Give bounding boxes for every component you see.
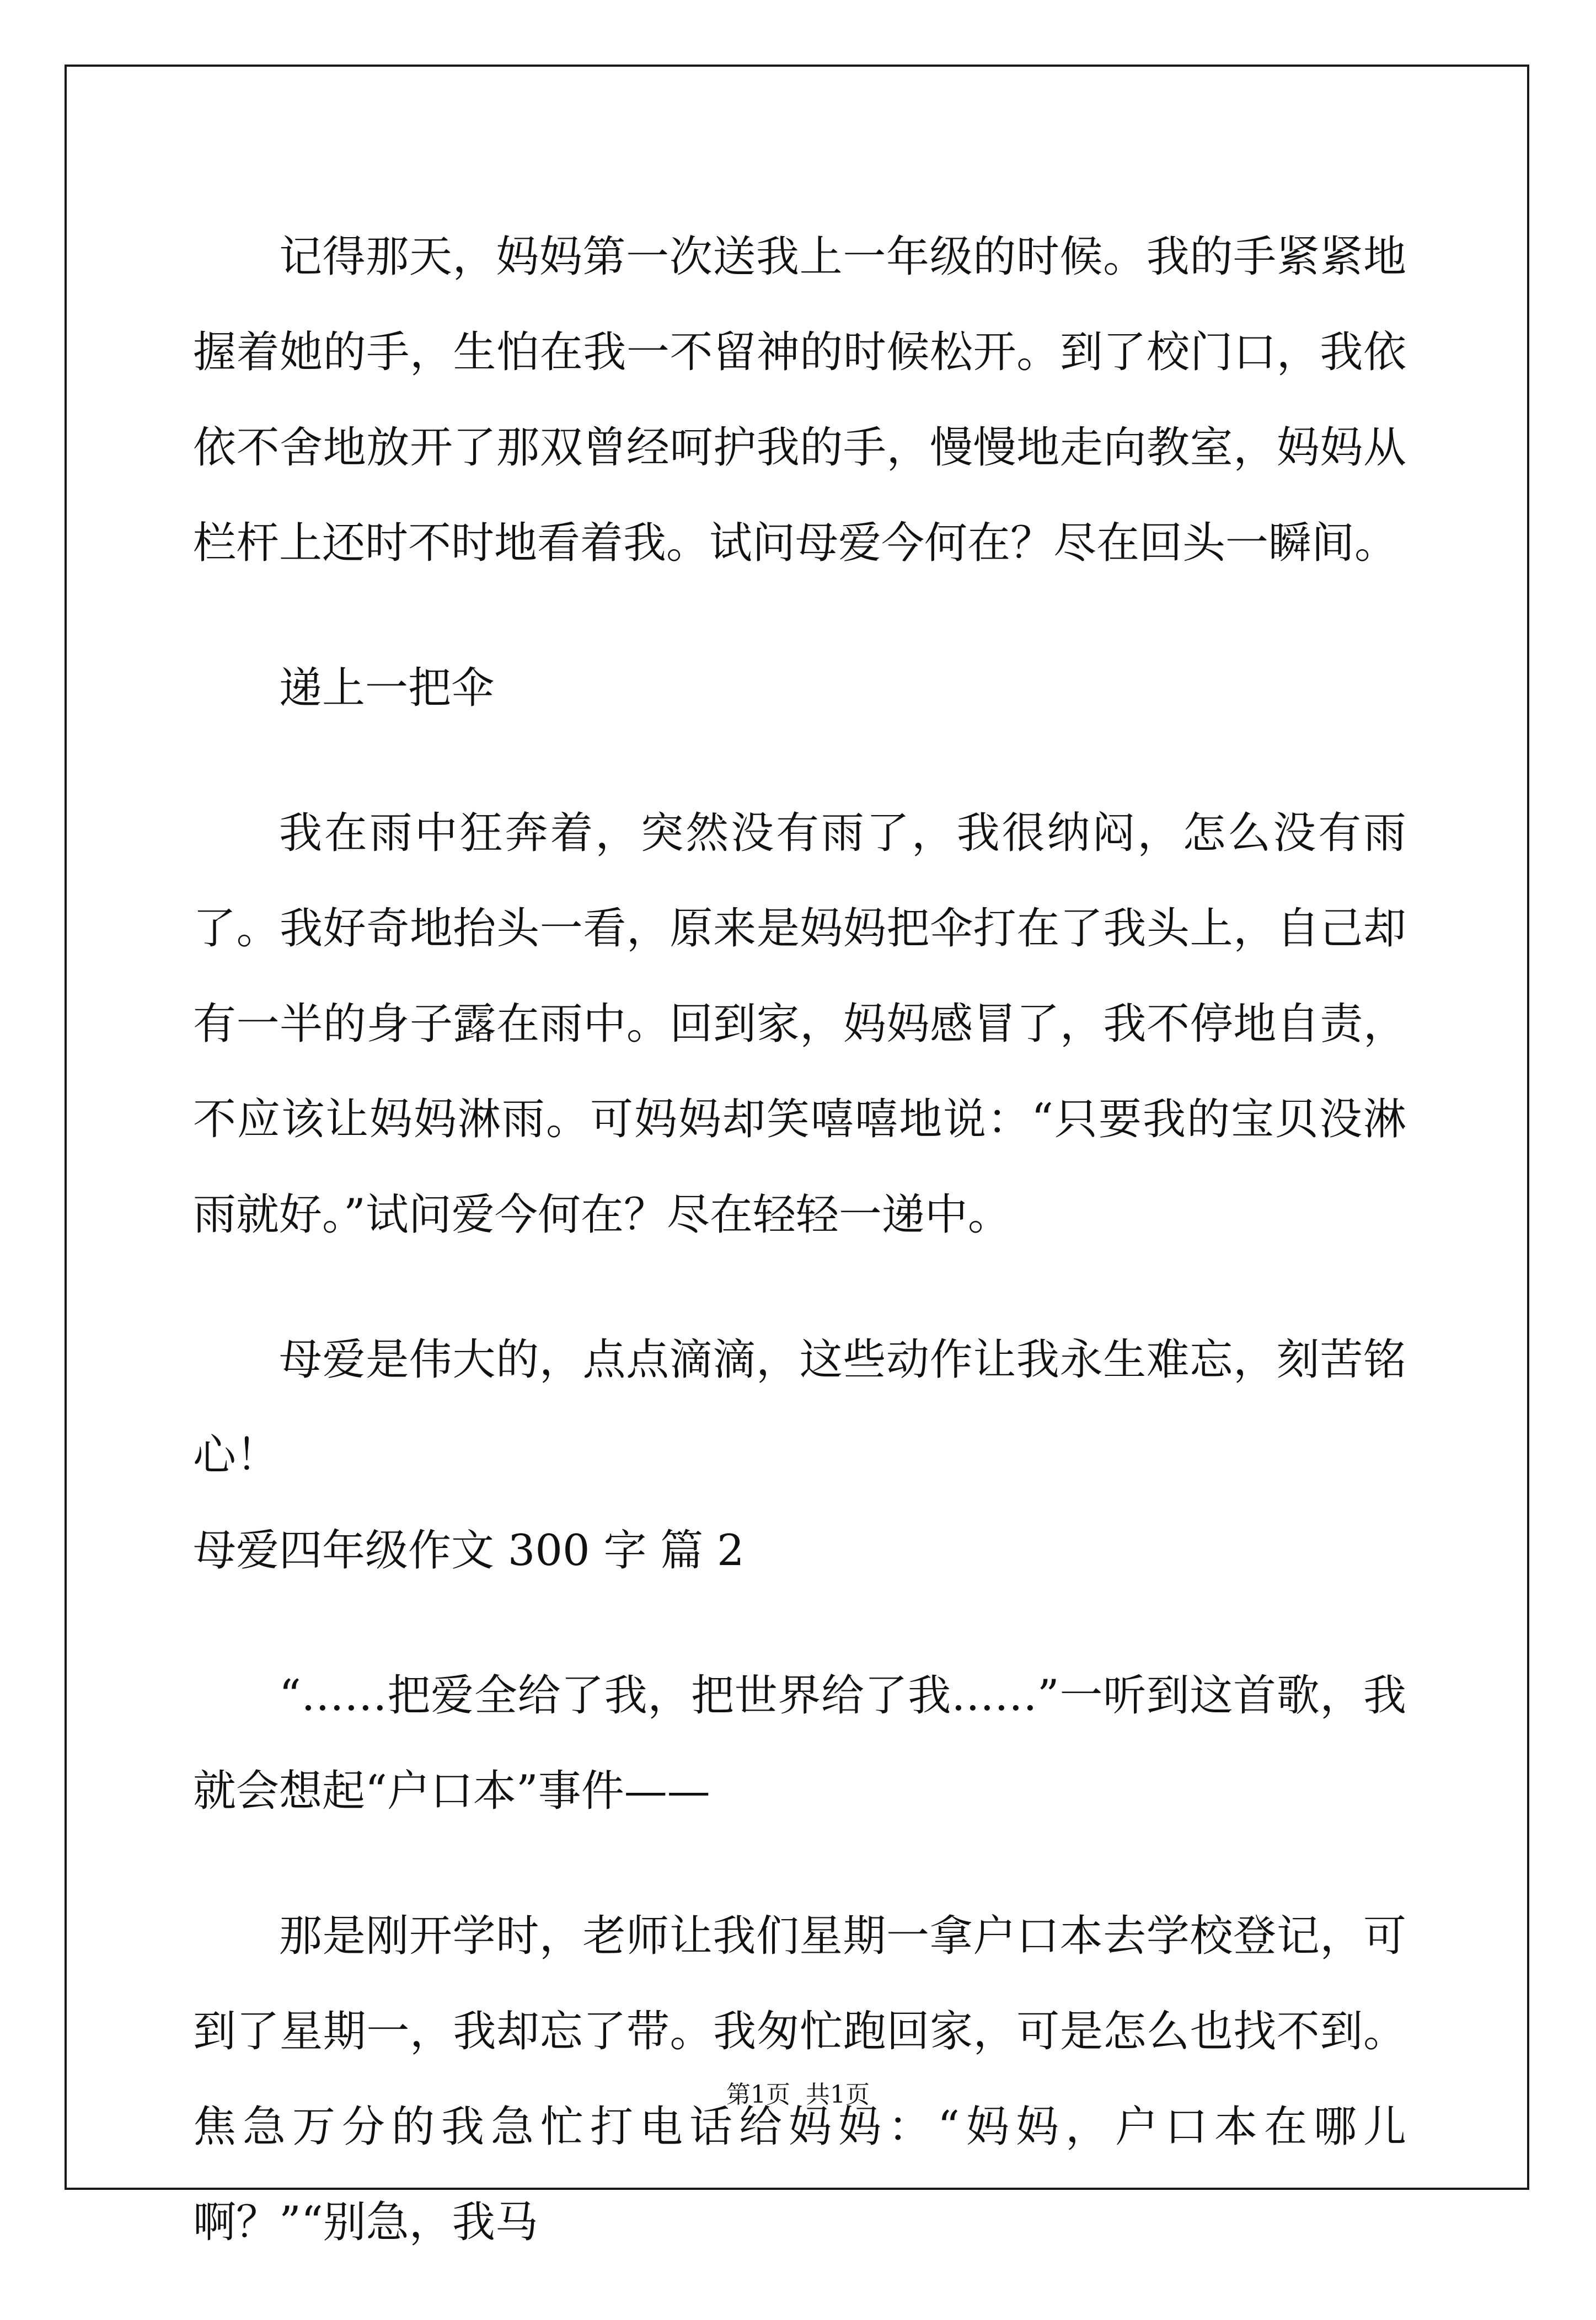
paragraph-household-register: 那是刚开学时，老师让我们星期一拿户口本去学校登记，可到了星期一，我却忘了带。我匆忙跑回家，可是怎么也找不到。焦急万分的我急忙打电话给妈妈：“妈妈，户口本在哪儿啊？”“别急，我马: [193, 1911, 1406, 2247]
paragraph-conclusion: 母爱是伟大的，点点滴滴，这些动作让我永生难忘，刻苦铭心！: [193, 1335, 1406, 1480]
paragraph-umbrella-story: 我在雨中狂奔着，突然没有雨了，我很纳闷，怎么没有雨了。我好奇地抬头一看，原来是妈妈把伞打在了我头上，自己却有一半的身子露在雨中。回到家，妈妈感冒了，我不停地自责，不应该让妈妈淋雨。可妈妈却笑嘻嘻地说：“只要我的宝贝没淋雨就好。”试问爱今何在？尽在轻轻一递中。: [193, 808, 1406, 1240]
paragraph-first-day-school: 记得那天，妈妈第一次送我上一年级的时候。我的手紧紧地握着她的手，生怕在我一不留神的时候松开。到了校门口，我依依不舍地放开了那双曾经呵护我的手，慢慢地走向教室，妈妈从栏杆上还时不时地看着我。试问母爱今何在？尽在回头一瞬间。: [193, 232, 1406, 568]
page-footer: 第1页 共1页: [726, 2081, 870, 2109]
document-body: [193, 210, 1406, 2320]
section-heading: 母爱四年级作文 300 字 篇 2: [193, 1526, 745, 1576]
paragraph-song-quote: “……把爱全给了我，把世界给了我……”一听到这首歌，我就会想起“户口本”事件——: [193, 1671, 1406, 1816]
subheading-umbrella: 递上一把伞: [279, 663, 495, 713]
